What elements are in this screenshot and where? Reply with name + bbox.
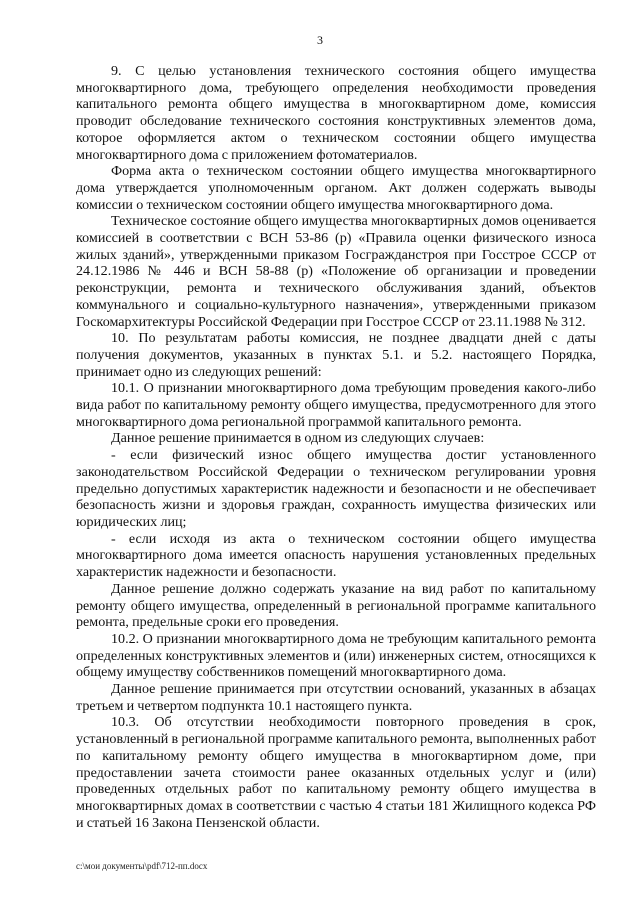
paragraph-case-wear: - если физический износ общего имущества достиг установленного законодательством Российской Федерации о техническом регулировании уровня предельно допустимых характеристик надежности и безопасности и не обеспечивает безопасность жизни и здоровья граждан, сохранность имущества физических или юридических лиц;: [76, 447, 596, 530]
paragraph-decision-content: Данное решение должно содержать указание на вид работ по капитальному ремонту общего имущества, определенный в региональной программе капитального ремонта, предельные сроки его проведения.: [76, 580, 596, 631]
paragraph-technical-state: Техническое состояние общего имущества многоквартирных домов оценивается комиссией в соответствии с ВСН 53-86 (р) «Правила оценки физического износа жилых зданий», утвержденными приказом Госгражданстроя при Госстрое СССР от 24.12.1986 № 446 и ВСН 58-88 (р) «Положение об организации и проведении реконструкции, ремонта и технического обслуживания зданий, объектов коммунального и социально-культурного назначения», утвержденными приказом Госкомархитектуры Российской Федерации при Госстрое СССР от 23.11.1988 № 312.: [76, 213, 596, 330]
paragraph-10-2: 10.2. О признании многоквартирного дома не требующим капитального ремонта определенных конструктивных элементов и (или) инженерных систем, относящихся к общему имуществу собственников помещений многоквартирного дома.: [76, 630, 596, 681]
paragraph-act-form: Форма акта о техническом состоянии общего имущества многоквартирного дома утверждается уполномоченным органом. Акт должен содержать выводы комиссии о техническом состоянии общего имущества многоквартирного дома.: [76, 163, 596, 213]
paragraph-9: 9. С целью установления технического состояния общего имущества многоквартирного дома, требующего определения необходимости проведения капитального ремонта общего имущества в многоквартирном доме, комиссия проводит обследование технического состояния конструктивных элементов дома, которое оформляется актом о техническом состоянии общего имущества многоквартирного дома с приложением фотоматериалов.: [76, 63, 596, 163]
paragraph-10-1: 10.1. О признании многоквартирного дома требующим проведения какого-либо вида работ по капитальному ремонту общего имущества, предусмотренного для этого многоквартирного дома региональной программой капитального ремонта.: [76, 380, 596, 430]
paragraph-10: 10. По результатам работы комиссия, не позднее двадцати дней с даты получения документов, указанных в пунктах 5.1. и 5.2. настоящего Порядка, принимает одно из следующих решений:: [76, 330, 596, 380]
paragraph-case-act: - если исходя из акта о техническом состоянии общего имущества многоквартирного дома имеется опасность нарушения установленных предельных характеристик надежности и безопасности.: [76, 530, 596, 581]
paragraph-10-3: 10.3. Об отсутствии необходимости повторного проведения в срок, установленный в региональной программе капитального ремонта, выполненных работ по капитальному ремонту общего имущества в многоквартирном доме, при предоставлении зачета стоимости ранее оказанных отдельных услуг и (или) проведенных отдельных работ по капитальному ремонту общего имущества в многоквартирных домах в соответствии с частью 4 статьи 181 Жилищного кодекса РФ и статьей 16 Закона Пензенской области.: [76, 714, 596, 831]
paragraph-cases-intro: Данное решение принимается в одном из следующих случаев:: [111, 430, 485, 447]
footer-file-path: c:\мои документы\pdf\712-пп.docx: [76, 861, 208, 871]
document-body: [76, 63, 596, 831]
page-number: 3: [317, 33, 323, 47]
paragraph-10-2-condition: Данное решение принимается при отсутствии оснований, указанных в абзацах третьем и четвертом подпункта 10.1 настоящего пункта.: [76, 681, 596, 714]
